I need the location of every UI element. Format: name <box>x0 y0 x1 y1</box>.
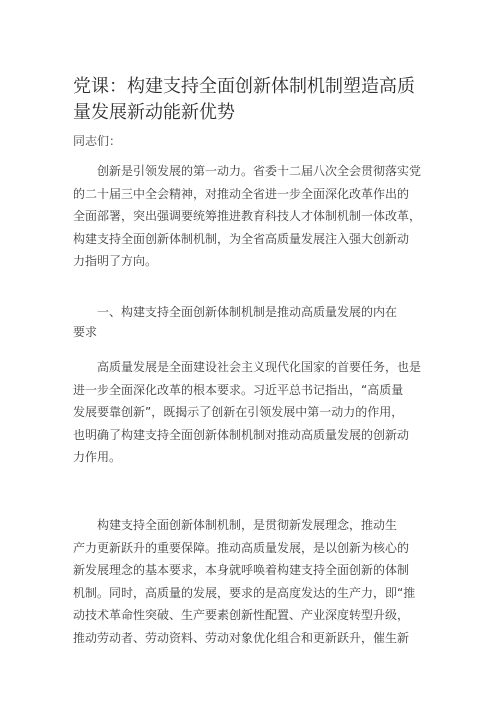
paragraph-3 <box>73 514 443 649</box>
paragraph-3-line: 机制。同时，高质量的发展，要求的是高度发达的生产力，即“推 <box>73 585 416 600</box>
paragraph-2 <box>73 356 443 469</box>
paragraph-3-line: 推动劳动者、劳动资料、劳动对象优化组合和更新跃升，催生新 <box>73 630 410 645</box>
section-heading-1 <box>73 302 443 342</box>
paragraph-1-line: 的二十届三中全会精神，对推动全省进一步全面深化改革作出的 <box>73 186 410 201</box>
paragraph-2-line: 发展要靠创新”，既揭示了创新在引领发展中第一动力的作用， <box>73 405 404 419</box>
paragraph-1-line: 力指明了方向。 <box>73 254 158 268</box>
heading-1-line: 一、构建支持全面创新体制机制是推动高质量发展的内在 <box>97 305 398 319</box>
paragraph-3-line: 动技术革命性突破、生产要素创新性配置、产业深度转型升级， <box>73 608 410 622</box>
document-title <box>73 74 453 126</box>
paragraph-2-line: 进一步全面深化改革的根本要求。习近平总书记指出，“高质量 <box>73 382 404 397</box>
paragraph-2-line: 力作用。 <box>73 450 122 464</box>
paragraph-2-line: 也明确了构建支持全面创新体制机制对推动高质量发展的创新动 <box>73 427 410 442</box>
title-line-1: 党课：构建支持全面创新体制机制塑造高质 <box>73 76 415 97</box>
paragraph-3-line: 构建支持全面创新体制机制，是贯彻新发展理念，推动生 <box>97 518 398 532</box>
greeting: 同志们： <box>73 134 122 148</box>
paragraph-1-line: 构建支持全面创新体制机制，为全省高质量发展注入强大创新动 <box>73 231 410 246</box>
paragraph-3-line: 新发展理念的基本要求，本身就呼唤着构建支持全面创新的体制 <box>73 563 410 577</box>
paragraph-3-line: 产力更新跃升的重要保障。推动高质量发展，是以创新为核心的 <box>73 540 410 555</box>
heading-1-line: 要求 <box>73 325 98 339</box>
paragraph-2-line: 高质量发展是全面建设社会主义现代化国家的首要任务，也是 <box>97 360 422 374</box>
paragraph-1-line: 全面部署，突出强调要统筹推进教育科技人才体制机制一体改革， <box>73 209 422 223</box>
paragraph-1 <box>73 160 443 273</box>
paragraph-1-line: 创新是引领发展的第一动力。省委十二届八次全会贯彻落实党 <box>97 164 422 178</box>
title-line-2: 量发展新动能新优势 <box>73 102 235 123</box>
